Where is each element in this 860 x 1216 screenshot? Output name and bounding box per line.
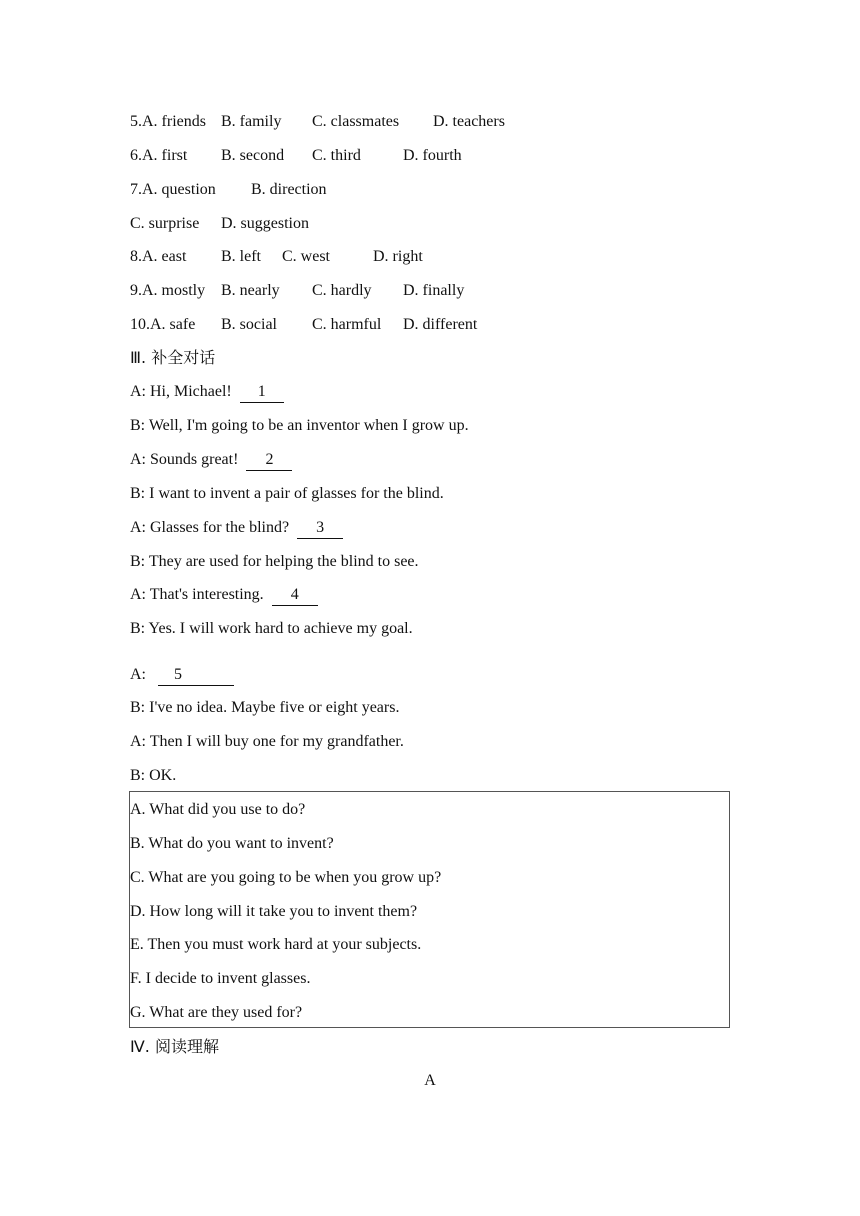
dialogue-line-3: A: Sounds great! 2 [130, 449, 292, 471]
cloze-9-option-a: 9.A. mostly [130, 282, 206, 299]
cloze-7-option-a: 7.A. question [130, 181, 216, 198]
answer-blank-3: 3 [297, 518, 343, 539]
cloze-9-option-c: C. hardly [312, 282, 372, 299]
cloze-6-option-a: 6.A. first [130, 147, 188, 164]
dialogue-line-4: B: I want to invent a pair of glasses for the blind. [130, 485, 444, 502]
cloze-10-option-b: B. social [221, 316, 277, 333]
dialogue-line-1: A: Hi, Michael! 1 [130, 381, 284, 403]
answer-option-b: B. What do you want to invent? [130, 835, 334, 852]
cloze-8-option-c: C. west [282, 248, 330, 265]
cloze-6-option-d: D. fourth [403, 147, 462, 164]
cloze-5-option-d: D. teachers [433, 113, 505, 130]
dialogue-line-12: B: OK. [130, 767, 177, 784]
cloze-7-option-b: B. direction [251, 181, 327, 198]
dialogue-line-8: B: Yes. I will work hard to achieve my goal. [130, 620, 413, 637]
answer-option-d: D. How long will it take you to invent them? [130, 903, 418, 920]
cloze-7-option-d: D. suggestion [221, 215, 309, 232]
cloze-6-option-c: C. third [312, 147, 361, 164]
dialogue-line-7: A: That's interesting. 4 [130, 584, 318, 606]
answer-option-a: A. What did you use to do? [130, 801, 306, 818]
answer-option-f: F. I decide to invent glasses. [130, 970, 311, 987]
section-4-heading: Ⅳ. 阅读理解 [130, 1037, 219, 1056]
cloze-8-option-a: 8.A. east [130, 248, 187, 265]
cloze-10-option-d: D. different [403, 316, 478, 333]
answer-option-c: C. What are you going to be when you grow up? [130, 869, 442, 886]
section-3-heading: Ⅲ. 补全对话 [130, 348, 216, 367]
answer-blank-4: 4 [272, 585, 318, 606]
dialogue-line-5: A: Glasses for the blind? 3 [130, 517, 343, 539]
cloze-9-option-b: B. nearly [221, 282, 280, 299]
answer-option-g: G. What are they used for? [130, 1004, 303, 1021]
cloze-10-option-a: 10.A. safe [130, 316, 196, 333]
dialogue-line-2: B: Well, I'm going to be an inventor when I grow up. [130, 417, 469, 434]
cloze-5-option-c: C. classmates [312, 113, 400, 130]
dialogue-line-6: B: They are used for helping the blind to see. [130, 553, 419, 570]
cloze-10-option-c: C. harmful [312, 316, 382, 333]
cloze-5-option-b: B. family [221, 113, 282, 130]
cloze-8-option-b: B. left [221, 248, 261, 265]
dialogue-line-10: B: I've no idea. Maybe five or eight years. [130, 699, 400, 716]
answer-blank-5: 5 [158, 665, 234, 686]
dialogue-line-11: A: Then I will buy one for my grandfather. [130, 733, 404, 750]
cloze-9-option-d: D. finally [403, 282, 465, 299]
answer-option-e: E. Then you must work hard at your subjects. [130, 936, 422, 953]
answer-blank-1: 1 [240, 382, 284, 403]
cloze-5-option-a: 5.A. friends [130, 113, 206, 130]
answer-blank-2: 2 [246, 450, 292, 471]
cloze-8-option-d: D. right [373, 248, 423, 265]
dialogue-line-9: A: 5 [130, 664, 234, 686]
cloze-6-option-b: B. second [221, 147, 285, 164]
passage-label: A [424, 1072, 436, 1089]
cloze-7-option-c: C. surprise [130, 215, 200, 232]
